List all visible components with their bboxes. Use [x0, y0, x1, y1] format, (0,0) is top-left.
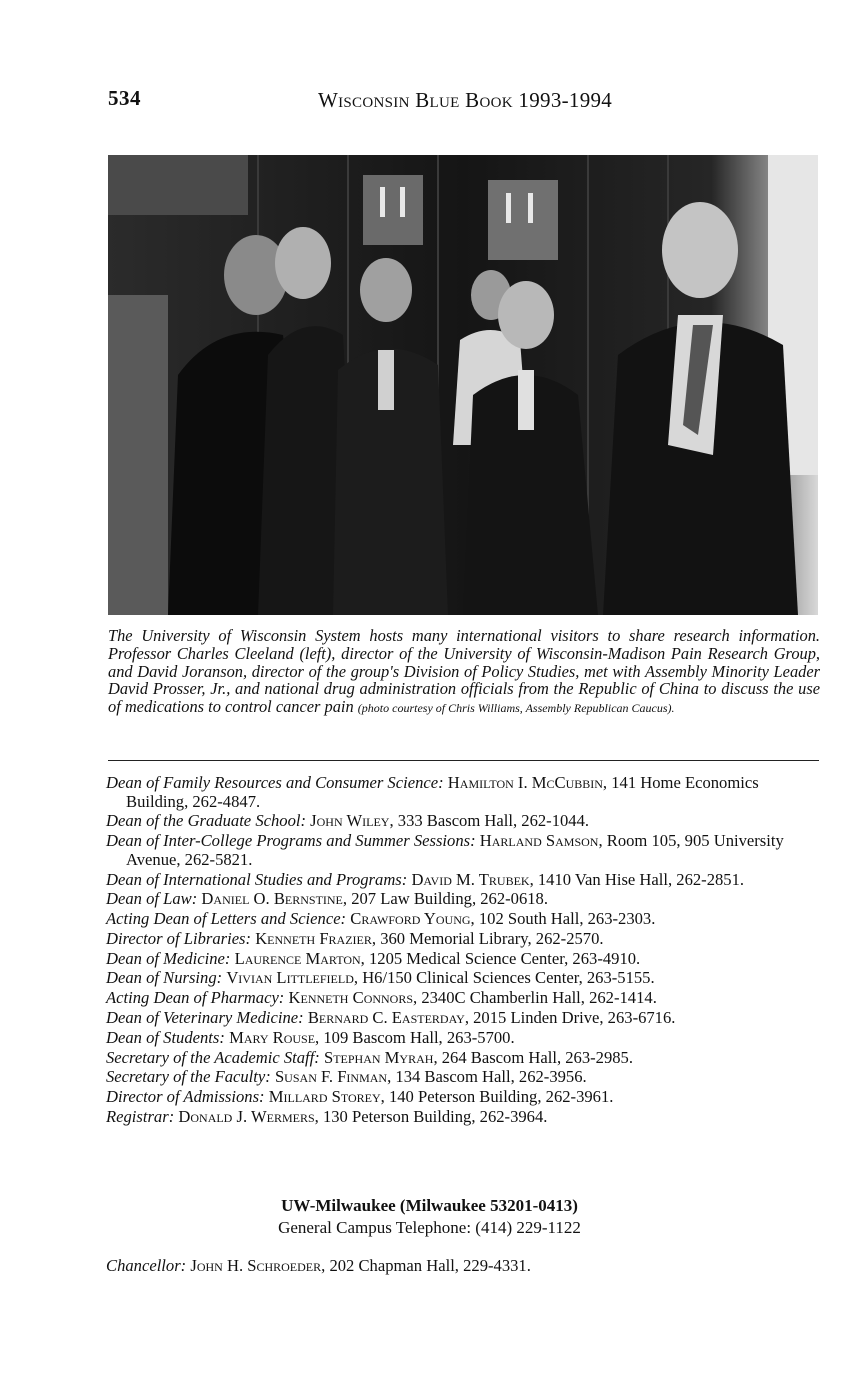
- entry-name: Donald J. Wermers: [178, 1106, 315, 1126]
- entry-name: Vivian Littlefield: [226, 968, 354, 988]
- entry-name: Kenneth Connors: [288, 988, 414, 1008]
- entry-title: Acting Dean of Pharmacy:: [106, 988, 285, 1008]
- directory-entry: [106, 1088, 820, 1107]
- entry-name: Kenneth Frazier: [255, 928, 372, 948]
- entry-name: David M. Trubek: [411, 869, 530, 889]
- entry-details: , 130 Peterson Building, 262-3964.: [314, 1106, 548, 1126]
- entry-title: Secretary of the Faculty:: [106, 1067, 271, 1087]
- page-number: 534: [108, 86, 141, 110]
- directory-entry: [106, 1009, 820, 1028]
- entry-details: , 202 Chapman Hall, 229-4331.: [321, 1256, 531, 1275]
- entry-details: , 2015 Linden Drive, 263-6716.: [464, 1008, 676, 1027]
- entry-title: Dean of Inter-College Programs and Summer Sessions:: [106, 831, 476, 851]
- directory-entry: [106, 910, 820, 929]
- directory-entry: [106, 1108, 820, 1127]
- campus-phone: General Campus Telephone: (414) 229-1122: [278, 1218, 581, 1237]
- entry-name: Susan F. Finman: [274, 1067, 388, 1087]
- entry-details: , 1205 Medical Science Center, 263-4910.: [360, 948, 641, 968]
- entry-title: Dean of Medicine:: [106, 948, 231, 968]
- directory-entry: [106, 812, 820, 831]
- entry-title: Dean of Veterinary Medicine:: [106, 1008, 304, 1027]
- photo-credit: (photo courtesy of Chris Williams, Assembly Republican Caucus).: [357, 701, 675, 716]
- chancellor-entry: [106, 1256, 531, 1276]
- entry-title: Acting Dean of Letters and Science:: [106, 909, 347, 929]
- entry-details: , 207 Law Building, 262-0618.: [342, 889, 548, 909]
- entry-title: Registrar:: [106, 1106, 175, 1126]
- running-title: Wisconsin Blue Book 1993-1994: [318, 88, 613, 112]
- entry-title: Dean of Students:: [106, 1027, 225, 1047]
- entry-title: Director of Libraries:: [106, 928, 252, 948]
- directory-entry: [106, 930, 820, 949]
- group-photo: [108, 155, 818, 615]
- entry-details: , 102 South Hall, 263-2303.: [470, 909, 656, 929]
- directory-entry: [106, 890, 820, 909]
- directory-entry: [106, 774, 820, 811]
- directory-entry: [106, 1029, 820, 1048]
- section-divider: [108, 760, 819, 761]
- campus-heading: UW-Milwaukee (Milwaukee 53201-0413): [281, 1196, 578, 1215]
- entry-title: Dean of Nursing:: [106, 968, 223, 988]
- entry-title: Chancellor:: [106, 1256, 187, 1275]
- photo-of-group-icon: [108, 155, 818, 615]
- directory-entry: [106, 1068, 820, 1087]
- entry-title: Director of Admissions:: [106, 1087, 265, 1107]
- entry-name: Stephan Myrah: [323, 1047, 434, 1067]
- entry-title: Dean of Family Resources and Consumer Science:: [106, 773, 444, 792]
- caption-text: The University of Wisconsin System hosts many international visitors to share research information. Professor Charles Cleeland (left), director of the University of Wisconsin-Madison Pain Research Group, and David Joranson, director of the group's Division of Policy Studies, met with Assembly Minority Leader David Prosser, Jr., and national drug administration officials from the Republic of China to discuss the use of medications to control cancer pain: [108, 626, 820, 717]
- entry-name: Millard Storey: [268, 1087, 381, 1107]
- entry-details: , 2340C Chamberlin Hall, 262-1414.: [413, 988, 657, 1008]
- entry-name: John H. Schroeder: [190, 1256, 322, 1275]
- directory-entry: [106, 871, 820, 890]
- entry-title: Dean of Law:: [106, 889, 198, 909]
- directory-entry: [106, 1049, 820, 1068]
- entry-name: Hamilton I. McCubbin: [447, 773, 603, 792]
- staff-directory: [106, 774, 820, 1128]
- entry-details: , 333 Bascom Hall, 262-1044.: [389, 811, 590, 831]
- entry-title: Dean of International Studies and Programs:: [106, 869, 408, 889]
- entry-name: John Wiley: [310, 811, 390, 831]
- entry-name: Daniel O. Bernstine: [201, 889, 343, 909]
- entry-details: , 360 Memorial Library, 262-2570.: [371, 928, 604, 948]
- photo-caption: [108, 627, 820, 718]
- directory-entry: [106, 969, 820, 988]
- entry-details: , Room 105, 905 University Avenue, 262-5821.: [126, 831, 784, 869]
- entry-details: , 134 Bascom Hall, 262-3956.: [387, 1067, 587, 1087]
- entry-details: , 109 Bascom Hall, 263-5700.: [315, 1027, 515, 1047]
- entry-name: Mary Rouse: [229, 1027, 316, 1047]
- entry-details: , 141 Home Economics Building, 262-4847.: [126, 773, 759, 811]
- entry-details: , H6/150 Clinical Sciences Center, 263-5155.: [353, 968, 655, 988]
- directory-entry: [106, 950, 820, 969]
- directory-entry: [106, 989, 820, 1008]
- entry-name: Harland Samson: [479, 831, 599, 851]
- entry-name: Bernard C. Easterday: [307, 1008, 465, 1027]
- directory-entry: [106, 832, 820, 869]
- entry-details: , 140 Peterson Building, 262-3961.: [380, 1087, 614, 1107]
- entry-title: Secretary of the Academic Staff:: [106, 1047, 320, 1067]
- entry-name: Laurence Marton: [234, 948, 361, 968]
- entry-details: , 1410 Van Hise Hall, 262-2851.: [529, 869, 745, 889]
- entry-title: Dean of the Graduate School:: [106, 811, 307, 831]
- entry-details: , 264 Bascom Hall, 263-2985.: [433, 1047, 634, 1067]
- entry-name: Crawford Young: [350, 909, 471, 929]
